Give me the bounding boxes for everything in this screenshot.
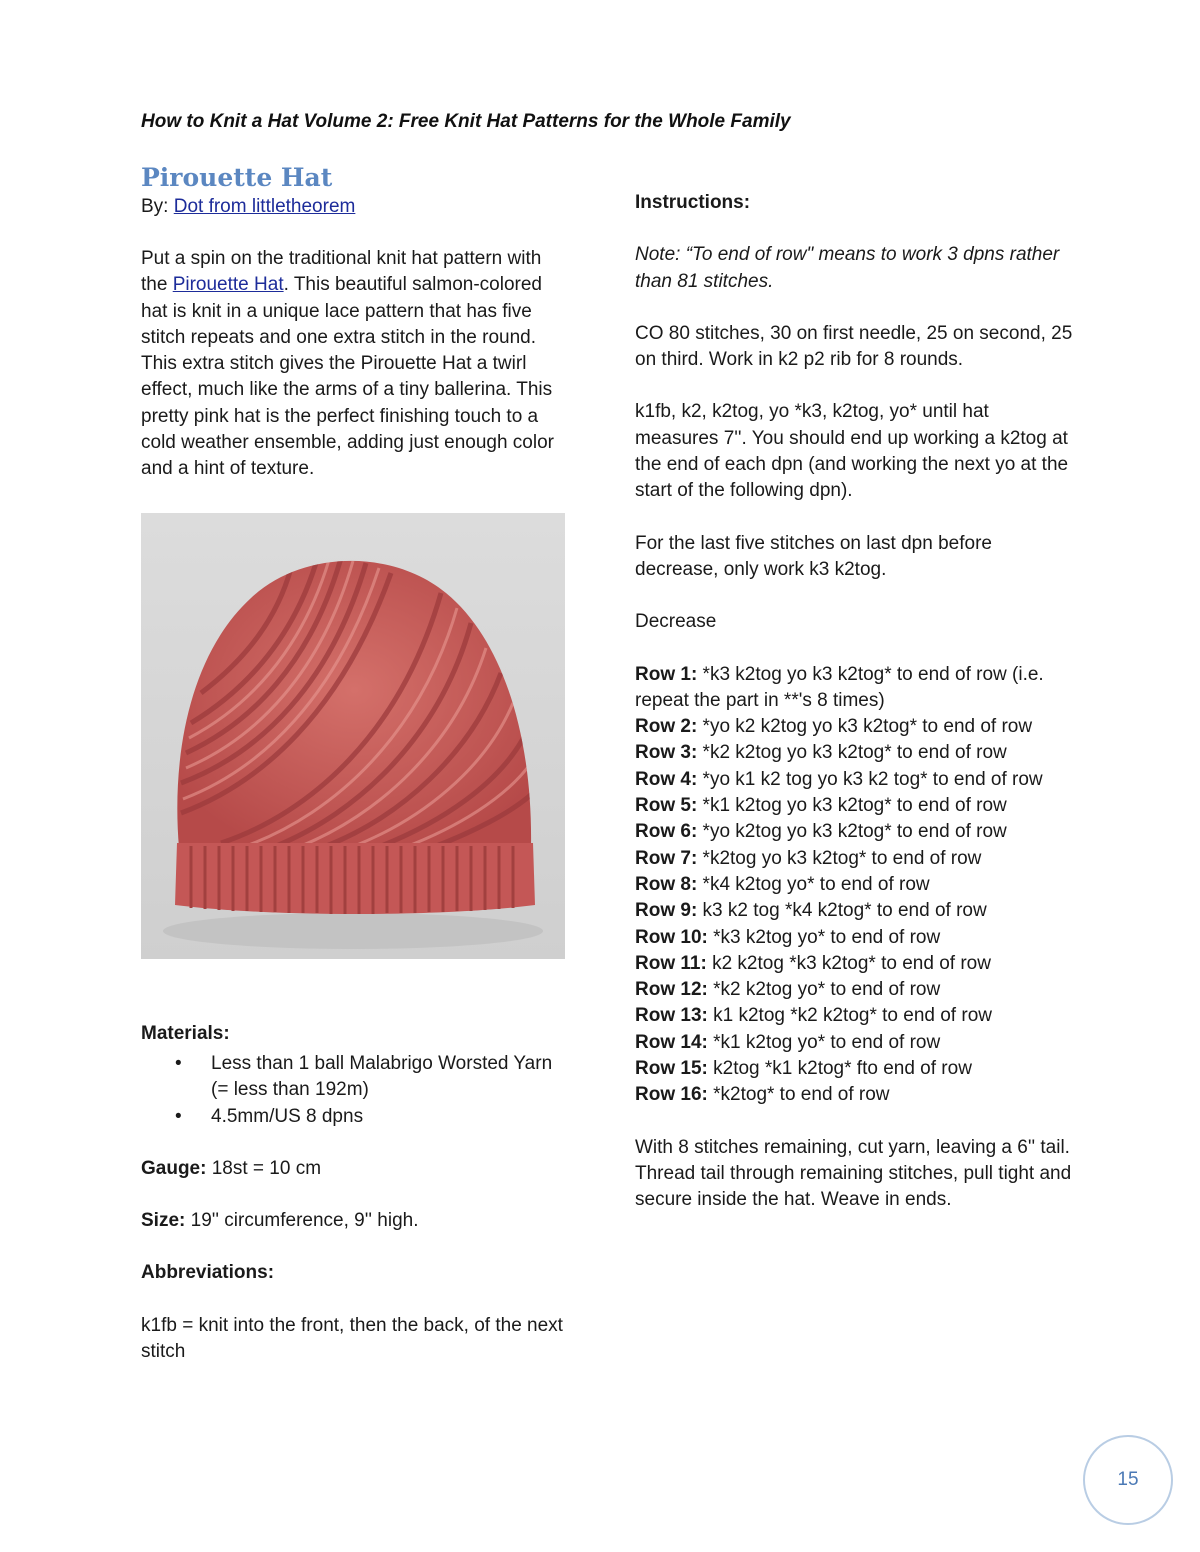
- row-label: Row 11:: [635, 952, 707, 974]
- gauge-value: 18st = 10 cm: [206, 1157, 322, 1179]
- size-label: Size:: [141, 1210, 186, 1232]
- page-number: 15: [1083, 1435, 1173, 1525]
- decrease-row: [635, 951, 1075, 977]
- row-text: *k3 k2tog yo k3 k2tog* to end of row (i.e. repeat the part in **'s 8 times): [635, 663, 1044, 711]
- gauge-label: Gauge:: [141, 1157, 207, 1179]
- row-label: Row 7:: [635, 847, 698, 869]
- by-label: By:: [141, 196, 174, 217]
- decrease-row: [635, 767, 1075, 793]
- row-label: Row 12:: [635, 979, 708, 1001]
- decrease-row: [635, 662, 1075, 715]
- row-label: Row 9:: [635, 900, 698, 922]
- row-label: Row 4:: [635, 768, 698, 790]
- row-label: Row 2:: [635, 716, 698, 738]
- last-five-text: For the last five stitches on last dpn before decrease, only work k3 k2tog.: [635, 532, 992, 580]
- decrease-row: [635, 1003, 1075, 1029]
- row-text: k2tog *k1 k2tog* fto end of row: [707, 1058, 972, 1080]
- decrease-row: [635, 740, 1075, 766]
- row-label: Row 16:: [635, 1084, 708, 1106]
- decrease-row: [635, 925, 1075, 951]
- row-label: Row 3:: [635, 742, 698, 764]
- row-text: *k1 k2tog yo* to end of row: [707, 1031, 941, 1053]
- intro-paragraph: [141, 246, 571, 483]
- row-text: *k1 k2tog yo k3 k2tog* to end of row: [697, 795, 1007, 817]
- row-label: Row 13:: [635, 1005, 708, 1027]
- row-text: *k2tog yo k3 k2tog* to end of row: [697, 847, 982, 869]
- intro-text-end: . This beautiful salmon-colored hat is knit in a unique lace pattern that has five stitch repeats and one extra stitch in the round. This extra stitch gives the Pirouette Hat a twirl effect, much like the arms of a tiny ballerina. This pretty pink hat is the perfect finishing touch to a cold weather ensemble, adding just enough color and a hint of texture.: [141, 274, 554, 480]
- pattern-title: Pirouette Hat: [141, 163, 333, 192]
- row-label: Row 1:: [635, 663, 698, 685]
- decrease-row: [635, 1030, 1075, 1056]
- row-label: Row 10:: [635, 926, 708, 948]
- decrease-row: [635, 977, 1075, 1003]
- intro-text-start: Put a spin on the traditional knit hat pattern with the: [141, 248, 542, 296]
- decrease-rows: [635, 662, 1075, 1109]
- decrease-label: Decrease: [635, 611, 717, 633]
- decrease-row: [635, 714, 1075, 740]
- row-text: *k3 k2tog yo* to end of row: [707, 926, 941, 948]
- row-label: Row 14:: [635, 1031, 708, 1053]
- right-column: [635, 190, 1075, 1214]
- finish-text: With 8 stitches remaining, cut yarn, leaving a 6'' tail. Thread tail through remaining stitches, pull tight and secure inside the hat. Weave in ends.: [635, 1136, 1072, 1211]
- row-label: Row 8:: [635, 873, 698, 895]
- materials-label: Materials:: [141, 1022, 230, 1044]
- decrease-row: [635, 1056, 1075, 1082]
- decrease-row: [635, 819, 1075, 845]
- size-line: [141, 1208, 571, 1234]
- row-text: *k4 k2tog yo* to end of row: [697, 873, 930, 895]
- row-text: *k2 k2tog yo* to end of row: [707, 979, 941, 1001]
- row-text: *yo k2tog yo k3 k2tog* to end of row: [697, 821, 1007, 843]
- decrease-row: [635, 1082, 1075, 1108]
- row-text: *yo k1 k2 tog yo k3 k2 tog* to end of row: [697, 768, 1043, 790]
- row-label: Row 6:: [635, 821, 698, 843]
- row-text: k2 k2tog *k3 k2tog* to end of row: [706, 952, 991, 974]
- decrease-row: [635, 872, 1075, 898]
- bullet-icon: •: [175, 1105, 182, 1127]
- size-value: 19'' circumference, 9'' high.: [185, 1210, 419, 1232]
- pirouette-hat-link[interactable]: Pirouette Hat: [172, 274, 284, 296]
- row-text: *k2tog* to end of row: [707, 1084, 890, 1106]
- left-column: [141, 162, 571, 1365]
- materials-list: [141, 1051, 571, 1130]
- materials-item: [175, 1104, 571, 1130]
- gauge-line: [141, 1156, 571, 1182]
- materials-item: [175, 1051, 571, 1104]
- row-label: Row 5:: [635, 795, 698, 817]
- instructions-note: Note: “To end of row" means to work 3 dpns rather than 81 stitches.: [635, 244, 1060, 292]
- instructions-label: Instructions:: [635, 192, 751, 213]
- body-instructions: k1fb, k2, k2tog, yo *k3, k2tog, yo* until hat measures 7''. You should end up working a k2tog at the end of each dpn (and working the next yo at the start of the following dpn).: [635, 401, 1069, 502]
- row-text: k1 k2tog *k2 k2tog* to end of row: [707, 1005, 992, 1027]
- decrease-row: [635, 793, 1075, 819]
- abbreviations-text: k1fb = knit into the front, then the back, of the next stitch: [141, 1314, 563, 1363]
- bullet-icon: •: [175, 1052, 182, 1074]
- row-text: *yo k2 k2tog yo k3 k2tog* to end of row: [697, 716, 1033, 738]
- abbreviations-label: Abbreviations:: [141, 1262, 275, 1284]
- decrease-row: [635, 898, 1075, 924]
- row-label: Row 15:: [635, 1058, 708, 1080]
- materials-item-text: Less than 1 ball Malabrigo Worsted Yarn (= less than 192m): [211, 1052, 553, 1101]
- author-link[interactable]: Dot from littletheorem: [173, 196, 356, 217]
- materials-item-text: 4.5mm/US 8 dpns: [211, 1105, 364, 1127]
- cast-on-text: CO 80 stitches, 30 on first needle, 25 on second, 25 on third. Work in k2 p2 rib for 8 rounds.: [635, 322, 1073, 371]
- byline: [141, 194, 571, 220]
- decrease-row: [635, 846, 1075, 872]
- book-title: How to Knit a Hat Volume 2: Free Knit Hat Patterns for the Whole Family: [141, 111, 791, 132]
- row-text: *k2 k2tog yo k3 k2tog* to end of row: [697, 742, 1007, 764]
- hat-photo: [141, 513, 565, 959]
- row-text: k3 k2 tog *k4 k2tog* to end of row: [697, 900, 987, 922]
